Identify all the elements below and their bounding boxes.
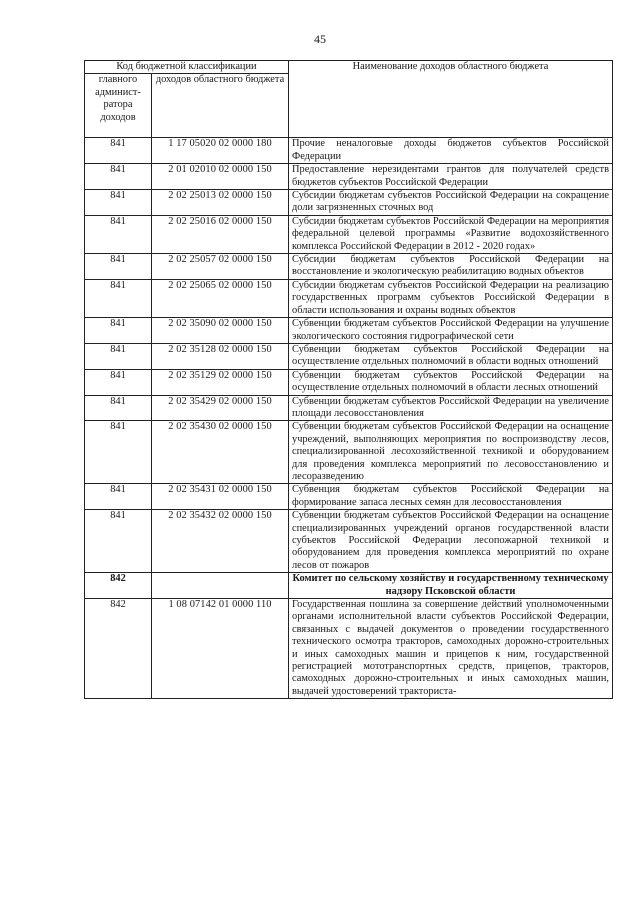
table-row	[85, 164, 613, 190]
table-section-row	[85, 573, 613, 599]
cell-revenue-name: Субвенции бюджетам субъектов Российской Федерации на осуществление отдельных полномочий в области водных отношений	[289, 343, 613, 369]
cell-budget-code: 2 02 35429 02 0000 150	[152, 395, 289, 421]
table-row	[85, 599, 613, 699]
cell-revenue-name: Субвенции бюджетам субъектов Российской Федерации на оснащение учреждений, выполняющих мероприятия по воспроизводству лесов, специализированной лесохозяйственной техникой и оборудованием для проведения комплекса мероприятий по лесовосстановлению и лесоразведению	[289, 421, 613, 484]
table-row	[85, 138, 613, 164]
cell-admin-code: 841	[85, 369, 152, 395]
cell-budget-code: 2 02 25016 02 0000 150	[152, 215, 289, 253]
table-row	[85, 279, 613, 317]
column-header-admin: главного админист-ратора доходов	[85, 74, 152, 138]
column-header-code: доходов областного бюджета	[152, 74, 289, 138]
cell-revenue-name: Субвенции бюджетам субъектов Российской Федерации на увеличение площади лесовосстановления	[289, 395, 613, 421]
cell-budget-code: 2 02 35432 02 0000 150	[152, 510, 289, 573]
cell-revenue-name: Субсидии бюджетам субъектов Российской Федерации на реализацию государственных программ субъектов Российской Федерации в области использования и охраны водных объектов	[289, 279, 613, 317]
table-group-header-row	[85, 61, 613, 74]
table-row	[85, 190, 613, 216]
table-row	[85, 254, 613, 280]
cell-budget-code: 2 01 02010 02 0000 150	[152, 164, 289, 190]
table-row	[85, 343, 613, 369]
cell-revenue-name: Субсидии бюджетам субъектов Российской Федерации на сокращение доли загрязненных сточных вод	[289, 190, 613, 216]
cell-budget-code: 2 02 35090 02 0000 150	[152, 318, 289, 344]
cell-revenue-name: Субвенции бюджетам субъектов Российской Федерации на оснащение специализированных учреждений органов государственной власти субъектов Российской Федерации лесопожарной техникой и оборудованием для проведения комплекса мероприятий по охране лесов от пожаров	[289, 510, 613, 573]
cell-admin-code: 841	[85, 395, 152, 421]
cell-revenue-name: Субвенции бюджетам субъектов Российской Федерации на улучшение экологического состояния гидрографической сети	[289, 318, 613, 344]
table-row	[85, 484, 613, 510]
cell-revenue-name: Субвенции бюджетам субъектов Российской Федерации на осуществление отдельных полномочий в области лесных отношений	[289, 369, 613, 395]
cell-budget-code: 2 02 35129 02 0000 150	[152, 369, 289, 395]
cell-admin-code: 842	[85, 599, 152, 699]
table-row	[85, 215, 613, 253]
table-row	[85, 318, 613, 344]
table-row	[85, 510, 613, 573]
cell-budget-code: 1 17 05020 02 0000 180	[152, 138, 289, 164]
cell-admin-code: 841	[85, 138, 152, 164]
cell-admin-code: 841	[85, 421, 152, 484]
cell-budget-code: 2 02 25057 02 0000 150	[152, 254, 289, 280]
cell-admin-code: 841	[85, 510, 152, 573]
cell-admin-code: 841	[85, 254, 152, 280]
cell-admin-code: 841	[85, 318, 152, 344]
cell-admin-code: 842	[85, 573, 152, 599]
cell-revenue-name: Прочие неналоговые доходы бюджетов субъектов Российской Федерации	[289, 138, 613, 164]
cell-revenue-name: Субвенция бюджетам субъектов Российской Федерации на формирование запаса лесных семян для лесовосстановления	[289, 484, 613, 510]
table-row	[85, 369, 613, 395]
cell-budget-code	[152, 573, 289, 599]
table-body	[85, 138, 613, 699]
column-header-name: Наименование доходов областного бюджета	[289, 61, 613, 138]
cell-admin-code: 841	[85, 164, 152, 190]
group-header: Код бюджетной классификации	[85, 61, 289, 74]
page-number: 45	[314, 32, 326, 46]
cell-budget-code: 2 02 35128 02 0000 150	[152, 343, 289, 369]
cell-admin-code: 841	[85, 279, 152, 317]
cell-budget-code: 2 02 25013 02 0000 150	[152, 190, 289, 216]
cell-budget-code: 1 08 07142 01 0000 110	[152, 599, 289, 699]
cell-revenue-name: Комитет по сельскому хозяйству и государственному техническому надзору Псковской области	[289, 573, 613, 599]
budget-classification-table	[84, 60, 613, 699]
cell-admin-code: 841	[85, 343, 152, 369]
cell-budget-code: 2 02 35430 02 0000 150	[152, 421, 289, 484]
cell-revenue-name: Государственная пошлина за совершение действий уполномоченными органами исполнительной власти субъектов Российской Федерации, связанных с выдачей документов о проведении государственного технического осмотра тракторов, самоходных дорожно-строительных и иных самоходных машин и прицепов к ним, государственной регистрацией мототранспортных средств, прицепов, тракторов, самоходных дорожно-строительных и иных самоходных машин, выдачей удостоверений тракториста-	[289, 599, 613, 699]
table-row	[85, 421, 613, 484]
cell-revenue-name: Субсидии бюджетам субъектов Российской Федерации на восстановление и экологическую реабилитацию водных объектов	[289, 254, 613, 280]
table-row	[85, 395, 613, 421]
cell-budget-code: 2 02 25065 02 0000 150	[152, 279, 289, 317]
cell-revenue-name: Субсидии бюджетам субъектов Российской Федерации на мероприятия федеральной целевой программы «Развитие водохозяйственного комплекса Российской Федерации в 2012 - 2020 годах»	[289, 215, 613, 253]
cell-admin-code: 841	[85, 190, 152, 216]
cell-revenue-name: Предоставление нерезидентами грантов для получателей средств бюджетов субъектов Российской Федерации	[289, 164, 613, 190]
cell-budget-code: 2 02 35431 02 0000 150	[152, 484, 289, 510]
cell-admin-code: 841	[85, 484, 152, 510]
cell-admin-code: 841	[85, 215, 152, 253]
